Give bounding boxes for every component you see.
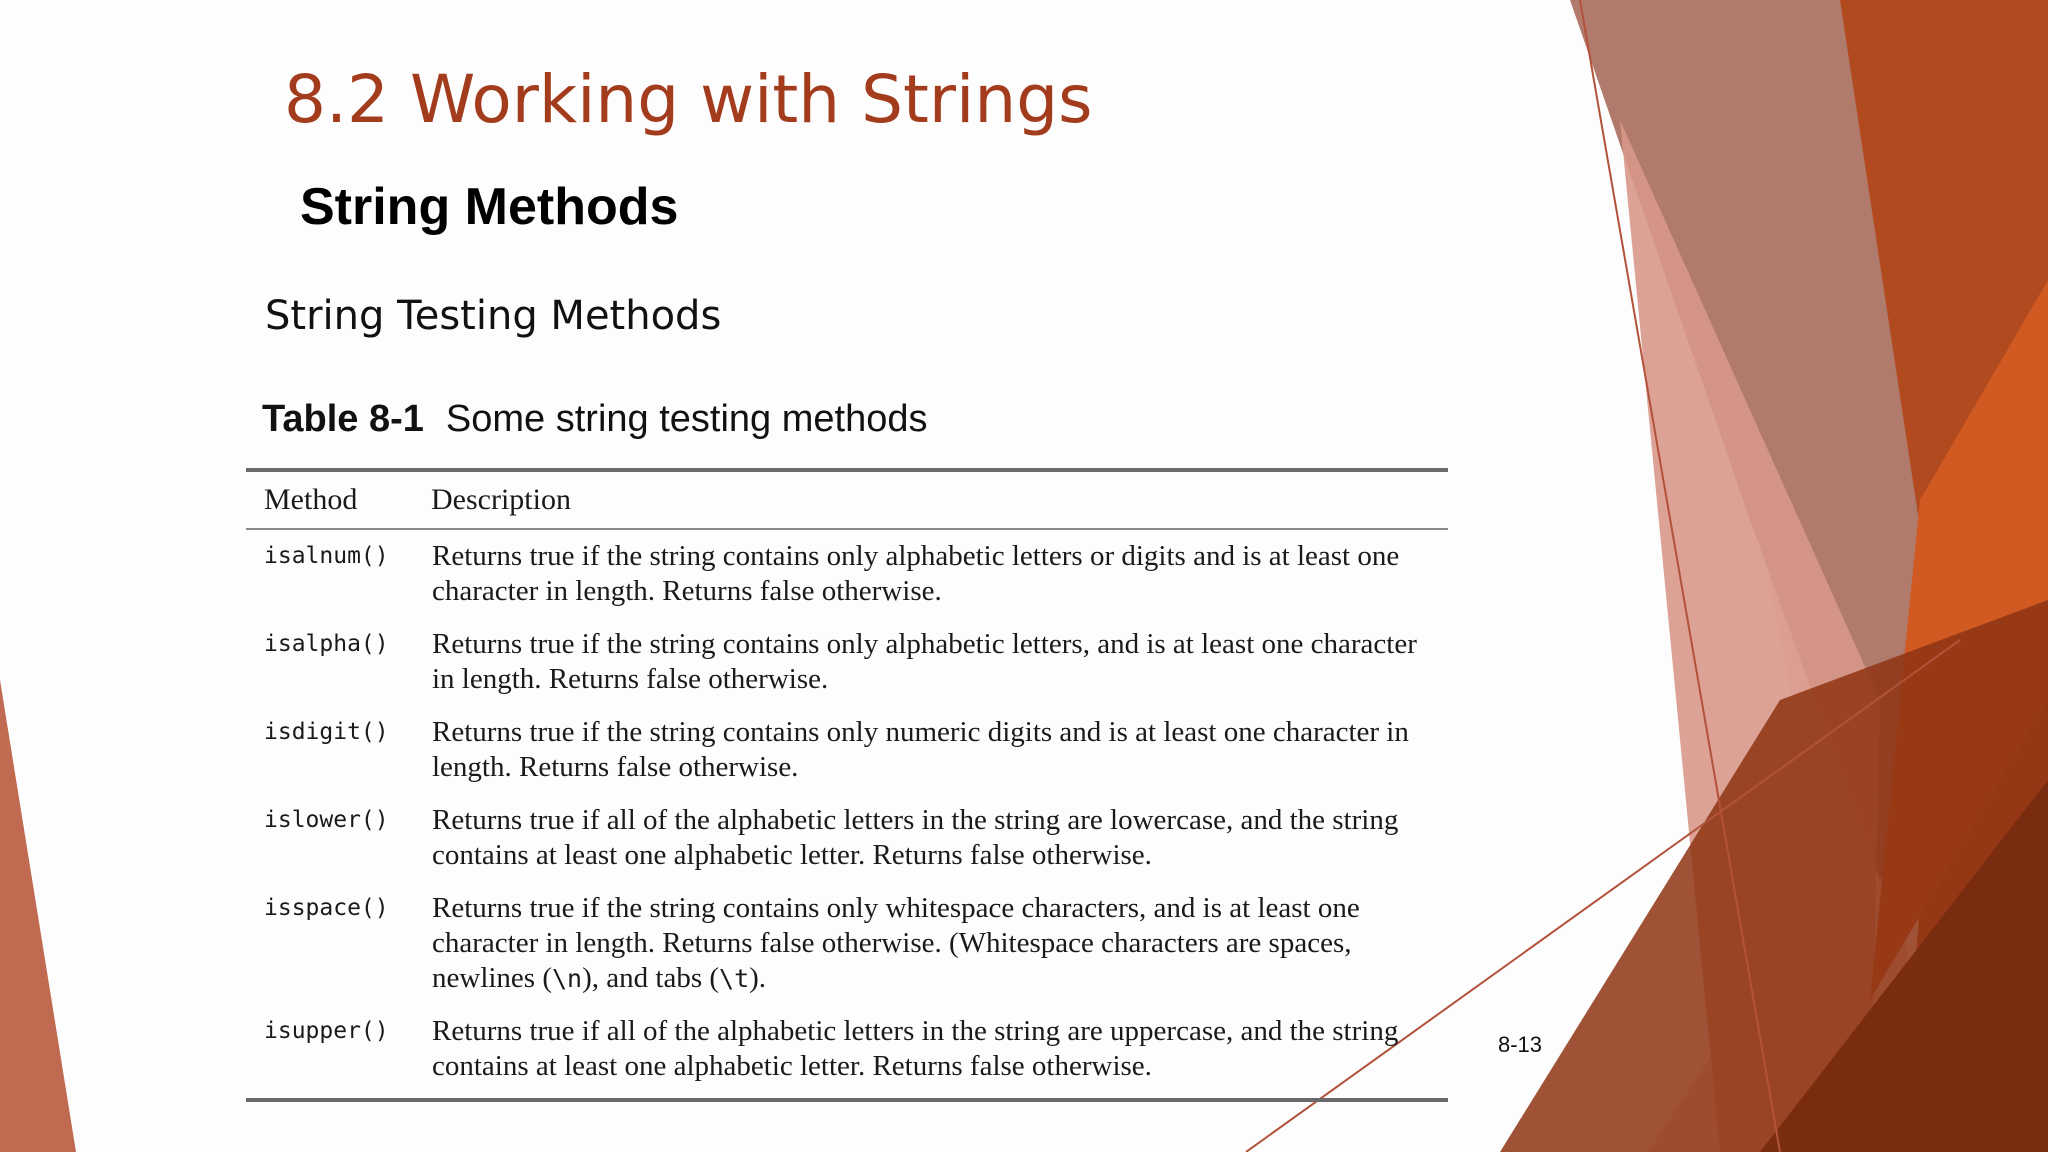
code-newline: \n	[552, 964, 583, 993]
table-row	[246, 1005, 1448, 1100]
header-method: Method	[246, 470, 431, 529]
table-row	[246, 882, 1448, 1005]
table-caption-label: Table 8-1	[262, 398, 424, 440]
sub-heading: String Testing Methods	[265, 293, 722, 339]
method-description: Returns true if the string contains only alphabetic letters or digits and is at least one character in length. Returns false otherwise.	[432, 540, 1400, 607]
method-description: Returns true if all of the alphabetic letters in the string are lowercase, and the string contains at least one alphabetic letter. Returns false otherwise.	[432, 804, 1399, 871]
method-name: isalpha()	[264, 631, 389, 657]
method-name: isupper()	[246, 1005, 431, 1100]
method-description: Returns true if all of the alphabetic letters in the string are uppercase, and the string contains at least one alphabetic letter. Returns false otherwise.	[431, 1005, 1448, 1100]
method-name: isdigit()	[264, 719, 389, 745]
table-row	[246, 706, 1448, 794]
method-name: isspace()	[264, 895, 389, 921]
section-heading: String Methods	[300, 178, 679, 236]
method-description	[431, 882, 1448, 1005]
table-row	[246, 794, 1448, 882]
description-text: Returns true if the string contains only whitespace characters, and is at least one character in length. Returns false otherwise. (Whitespace characters are spaces, newlines (	[432, 892, 1360, 994]
table-header-row	[246, 470, 1448, 529]
string-methods-table	[246, 468, 1448, 1102]
table-caption-text: Some string testing methods	[445, 398, 928, 440]
description-text: ).	[749, 962, 767, 994]
left-accent-wedge	[0, 680, 76, 1152]
method-name: isalnum()	[264, 543, 389, 569]
description-text: ), and tabs (	[582, 962, 720, 994]
table-row	[246, 529, 1448, 618]
table-caption	[262, 396, 928, 442]
method-description: Returns true if the string contains only alphabetic letters, and is at least one character in length. Returns false otherwise.	[432, 628, 1417, 695]
method-name: islower()	[264, 807, 389, 833]
page-number: 8-13	[1498, 1032, 1543, 1057]
code-tab: \t	[719, 964, 750, 993]
method-description: Returns true if the string contains only numeric digits and is at least one character in length. Returns false otherwise.	[432, 716, 1409, 783]
slide-title: 8.2 Working with Strings	[284, 61, 1093, 138]
table-row	[246, 618, 1448, 706]
header-description: Description	[431, 470, 1448, 529]
